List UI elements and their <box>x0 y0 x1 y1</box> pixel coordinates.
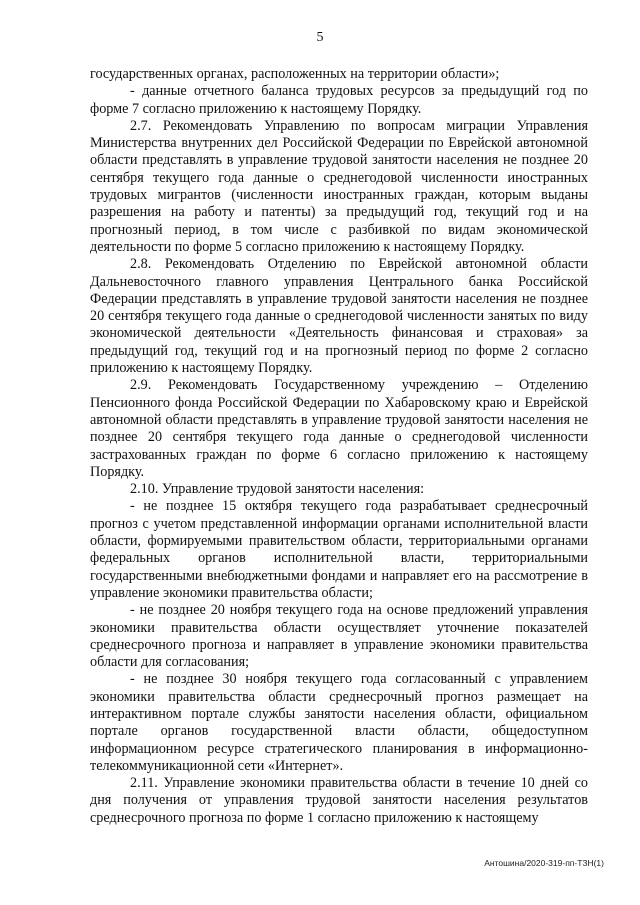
paragraph-2-10-item-3: - не позднее 30 ноября текущего года согласованный с управлением экономики правительства области среднесрочный прогноз размещает на интерактивном портале службы занятости населения области, официальном портале органов государственной власти области, общедоступном информационном ресурсе стратегического планирования в информационно-телекоммуникационной сети «Интернет». <box>90 671 588 774</box>
paragraph-2-8: 2.8. Рекомендовать Отделению по Еврейской автономной области Дальневосточного главного управления Центрального банка Российской Федерации представлять в управление трудовой занятости населения не позднее 20 сентября текущего года данные о среднегодовой численности занятых по виду экономической деятельности «Деятельность финансовая и страховая» за предыдущий год, текущий год и на прогнозный период по форме 2 согласно приложению к настоящему Порядку. <box>90 256 588 377</box>
paragraph-continuation: государственных органах, расположенных на территории области»; <box>90 66 500 82</box>
paragraph-2-7: 2.7. Рекомендовать Управлению по вопросам миграции Управления Министерства внутренних дел Российской Федерации по Еврейской автономной области представлять в управление трудовой занятости населения не позднее 20 сентября текущего года данные о среднегодовой численности иностранных трудовых мигрантов (численности иностранных граждан, которым выданы разрешения на работу и патенты) за предыдущий год, текущий год и на прогнозный период, в том числе с разбивкой по видам экономической деятельности по форме 5 согласно приложению к настоящему Порядку. <box>90 117 588 255</box>
document-body <box>90 66 588 827</box>
document-reference: Антошина/2020-319-пп-ТЗН(1) <box>484 858 604 868</box>
paragraph-2-11: 2.11. Управление экономики правительства области в течение 10 дней со дня получения от управления трудовой занятости населения результатов среднесрочного прогноза по форме 1 согласно приложению к настоящему <box>90 775 588 826</box>
paragraph-balance-data: - данные отчетного баланса трудовых ресурсов за предыдущий год по форме 7 согласно приложению к настоящему Порядку. <box>90 83 588 117</box>
paragraph-2-9: 2.9. Рекомендовать Государственному учреждению – Отделению Пенсионного фонда Российской Федерации по Хабаровскому краю и Еврейской автономной области представлять в управление трудовой занятости населения не позднее 20 сентября текущего года данные о среднегодовой численности застрахованных граждан по форме 6 согласно приложению к настоящему Порядку. <box>90 377 588 480</box>
paragraph-2-10-item-1: - не позднее 15 октября текущего года разрабатывает среднесрочный прогноз с учетом представленной информации органами исполнительной власти области, формируемыми правительством области, территориальными органами федеральных органов исполнительной власти, территориальными государственными внебюджетными фондами и направляет его на рассмотрение в управление экономики правительства области; <box>90 498 588 601</box>
paragraph-2-10-item-2: - не позднее 20 ноября текущего года на основе предложений управления экономики правительства области осуществляет уточнение показателей среднесрочного прогноза и направляет в управление экономики правительства области для согласования; <box>90 602 588 671</box>
paragraph-2-10: 2.10. Управление трудовой занятости населения: <box>130 481 425 498</box>
page-number: 5 <box>316 30 324 45</box>
